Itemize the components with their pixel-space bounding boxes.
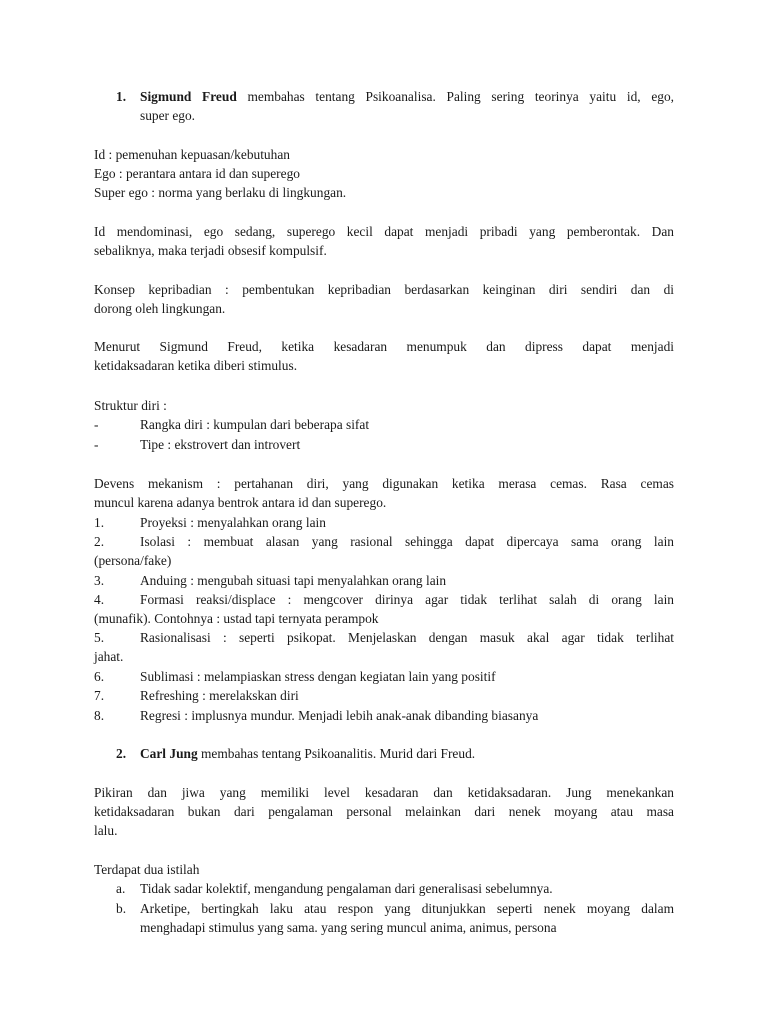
list-letter: a. bbox=[116, 881, 126, 896]
heading-text-freud: membahas tentang Psikoanalisa. Paling sering teorinya yaitu id, ego, bbox=[236, 89, 674, 104]
para-devens-l2: muncul karena adanya bentrok antara id dan superego. bbox=[94, 495, 387, 510]
heading-text-freud-l2: super ego. bbox=[140, 108, 196, 123]
para-jung-l1: Pikiran dan jiwa yang memiliki level kesadaran dan ketidaksadaran. Jung menekankan bbox=[94, 785, 674, 800]
para-konsep-l1: Konsep kepribadian : pembentukan kepribadian berdasarkan keinginan diri sendiri dan di bbox=[94, 282, 674, 297]
istilah-item: Tidak sadar kolektif, mengandung pengalaman dari generalisasi sebelumnya. bbox=[140, 881, 553, 896]
mechanism-item: Sublimasi : melampiaskan stress dengan kegiatan lain yang positif bbox=[140, 669, 496, 684]
list-number: 4. bbox=[94, 592, 105, 607]
mechanism-item: Rasionalisasi : seperti psikopat. Menjelaskan dengan masuk akal agar tidak terlihat bbox=[140, 630, 674, 645]
section-number-jung: 2. bbox=[116, 746, 127, 761]
mechanism-item: Isolasi : membuat alasan yang rasional sehingga dapat dipercaya sama orang lain bbox=[140, 534, 674, 549]
para-dominance-l2: sebaliknya, maka terjadi obsesif kompulsif. bbox=[94, 243, 327, 258]
list-letter: b. bbox=[116, 901, 127, 916]
list-bullet: - bbox=[94, 437, 99, 452]
istilah-item-cont: menghadapi stimulus yang sama. yang sering muncul anima, animus, persona bbox=[140, 920, 557, 935]
para-konsep-l2: dorong oleh lingkungan. bbox=[94, 301, 226, 316]
struktur-title: Struktur diri : bbox=[94, 398, 167, 413]
struktur-item-rangka: Rangka diri : kumpulan dari beberapa sifat bbox=[140, 417, 370, 432]
list-number: 6. bbox=[94, 669, 105, 684]
mechanism-item: Proyeksi : menyalahkan orang lain bbox=[140, 515, 326, 530]
section-heading-freud bbox=[140, 87, 674, 106]
list-number: 3. bbox=[94, 573, 105, 588]
mechanism-item-cont: jahat. bbox=[94, 649, 124, 664]
struktur-item-tipe: Tipe : ekstrovert dan introvert bbox=[140, 437, 301, 452]
mechanism-item-cont: (persona/fake) bbox=[94, 553, 172, 568]
para-menurut-l2: ketidaksadaran ketika diberi stimulus. bbox=[94, 358, 298, 373]
mechanism-item: Formasi reaksi/displace : mengcover dirinya agar tidak terlihat salah di orang lain bbox=[140, 592, 674, 607]
def-id: Id : pemenuhan kepuasan/kebutuhan bbox=[94, 147, 290, 162]
mechanism-item-cont: (munafik). Contohnya : ustad tapi ternyata perampok bbox=[94, 611, 379, 626]
heading-text-jung: membahas tentang Psikoanalitis. Murid dari Freud. bbox=[197, 746, 476, 761]
para-devens-l1: Devens mekanism : pertahanan diri, yang digunakan ketika merasa cemas. Rasa cemas bbox=[94, 476, 674, 491]
istilah-item: Arketipe, bertingkah laku atau respon yang ditunjukkan seperti nenek moyang dalam bbox=[140, 901, 674, 916]
heading-name-jung: Carl Jung bbox=[140, 746, 198, 761]
heading-name-freud: Sigmund Freud bbox=[140, 89, 237, 104]
list-bullet: - bbox=[94, 417, 99, 432]
mechanism-item: Anduing : mengubah situasi tapi menyalahkan orang lain bbox=[140, 573, 447, 588]
def-superego: Super ego : norma yang berlaku di lingkungan. bbox=[94, 185, 347, 200]
istilah-title: Terdapat dua istilah bbox=[94, 862, 200, 877]
para-menurut-l1: Menurut Sigmund Freud, ketika kesadaran menumpuk dan dipress dapat menjadi bbox=[94, 339, 674, 354]
section-number-freud: 1. bbox=[116, 89, 127, 104]
list-number: 8. bbox=[94, 708, 105, 723]
para-jung-l3: lalu. bbox=[94, 823, 118, 838]
list-number: 5. bbox=[94, 630, 105, 645]
mechanism-item: Refreshing : merelakskan diri bbox=[140, 688, 299, 703]
def-ego: Ego : perantara antara id dan superego bbox=[94, 166, 300, 181]
para-jung-l2: ketidaksadaran bukan dari pengalaman personal melainkan dari nenek moyang atau masa bbox=[94, 804, 674, 819]
para-dominance-l1: Id mendominasi, ego sedang, superego kecil dapat menjadi pribadi yang pemberontak. Dan bbox=[94, 224, 674, 239]
list-number: 7. bbox=[94, 688, 105, 703]
mechanism-item: Regresi : implusnya mundur. Menjadi lebih anak-anak dibanding biasanya bbox=[140, 708, 539, 723]
section-heading-jung bbox=[140, 744, 475, 763]
list-number: 2. bbox=[94, 534, 105, 549]
list-number: 1. bbox=[94, 515, 105, 530]
